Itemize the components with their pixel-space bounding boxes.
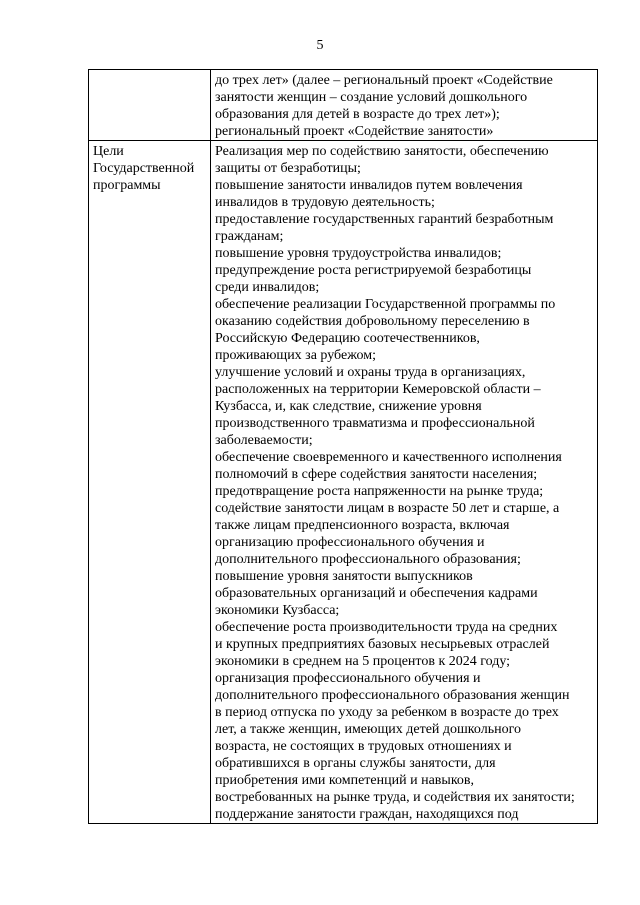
text-line: обеспечение роста производительности труда на средних (215, 620, 558, 635)
text-line: и крупных предприятиях базовых несырьевых отраслей (215, 637, 550, 652)
text-line: обеспечение своевременного и качественного исполнения (215, 450, 562, 465)
row-content-cell (211, 70, 598, 141)
row-label-cell (89, 70, 211, 141)
text-line: расположенных на территории Кемеровской области – (215, 382, 541, 397)
text-line: Государственной (93, 161, 195, 176)
text-line: улучшение условий и охраны труда в организациях, (215, 365, 526, 380)
text-line: среди инвалидов; (215, 280, 320, 295)
text-line: повышение занятости инвалидов путем вовлечения (215, 178, 523, 193)
text-line: экономики Кузбасса; (215, 603, 340, 618)
text-line: обратившихся в органы службы занятости, для (215, 756, 496, 771)
text-line: гражданам; (215, 229, 284, 244)
text-line: производственного травматизма и профессиональной (215, 416, 535, 431)
text-line: образовательных организаций и обеспечения кадрами (215, 586, 538, 601)
text-line: полномочий в сфере содействия занятости населения; (215, 467, 538, 482)
text-line: дополнительного профессионального образования женщин (215, 688, 570, 703)
text-line: защиты от безработицы; (215, 161, 361, 176)
text-line: предоставление государственных гарантий безработным (215, 212, 554, 227)
text-line: поддержание занятости граждан, находящихся под (215, 807, 519, 822)
text-line: дополнительного профессионального образования; (215, 552, 521, 567)
text-line: предупреждение роста регистрируемой безработицы (215, 263, 532, 278)
text-line: заболеваемости; (215, 433, 313, 448)
text-line: занятости женщин – создание условий дошкольного (215, 90, 528, 105)
text-line: до трех лет» (далее – региональный проект «Содействие (215, 73, 553, 88)
text-line: Российскую Федерацию соотечественников, (215, 331, 480, 346)
text-line: приобретения ими компетенций и навыков, (215, 773, 475, 788)
page-number: 5 (316, 38, 324, 53)
passport-table (88, 69, 598, 824)
text-line: экономики в среднем на 5 процентов к 2024 году; (215, 654, 511, 669)
text-line: содействие занятости лицам в возрасте 50 лет и старше, а (215, 501, 560, 516)
text-line: предотвращение роста напряженности на рынке труда; (215, 484, 544, 499)
table-row (89, 70, 598, 141)
text-line: инвалидов в трудовую деятельность; (215, 195, 435, 210)
text-line: возраста, не состоящих в трудовых отношениях и (215, 739, 512, 754)
text-line: обеспечение реализации Государственной программы по (215, 297, 556, 312)
text-line: программы (93, 178, 161, 193)
text-line: повышение уровня трудоустройства инвалидов; (215, 246, 502, 261)
text-line: оказанию содействия добровольному переселению в (215, 314, 530, 329)
text-line: Реализация мер по содействию занятости, обеспечению (215, 144, 549, 159)
text-line: образования для детей в возрасте до трех лет»); (215, 107, 500, 122)
text-line: Кузбасса, и, как следствие, снижение уровня (215, 399, 482, 414)
text-line: в период отпуска по уходу за ребенком в возрасте до трех (215, 705, 559, 720)
text-line: повышение уровня занятости выпускников (215, 569, 473, 584)
text-line: проживающих за рубежом; (215, 348, 377, 363)
text-line: организацию профессионального обучения и (215, 535, 485, 550)
text-line: лет, а также женщин, имеющих детей дошкольного (215, 722, 521, 737)
text-line: Цели (93, 144, 124, 159)
text-line: региональный проект «Содействие занятости» (215, 124, 494, 139)
text-line: организация профессионального обучения и (215, 671, 481, 686)
table-row-program-goals (89, 141, 598, 824)
text-line: востребованных на рынке труда, и содействия их занятости; (215, 790, 575, 805)
text-line: также лицам предпенсионного возраста, включая (215, 518, 510, 533)
row-label-cell-goals (89, 141, 211, 824)
row-content-cell-goals (211, 141, 598, 824)
